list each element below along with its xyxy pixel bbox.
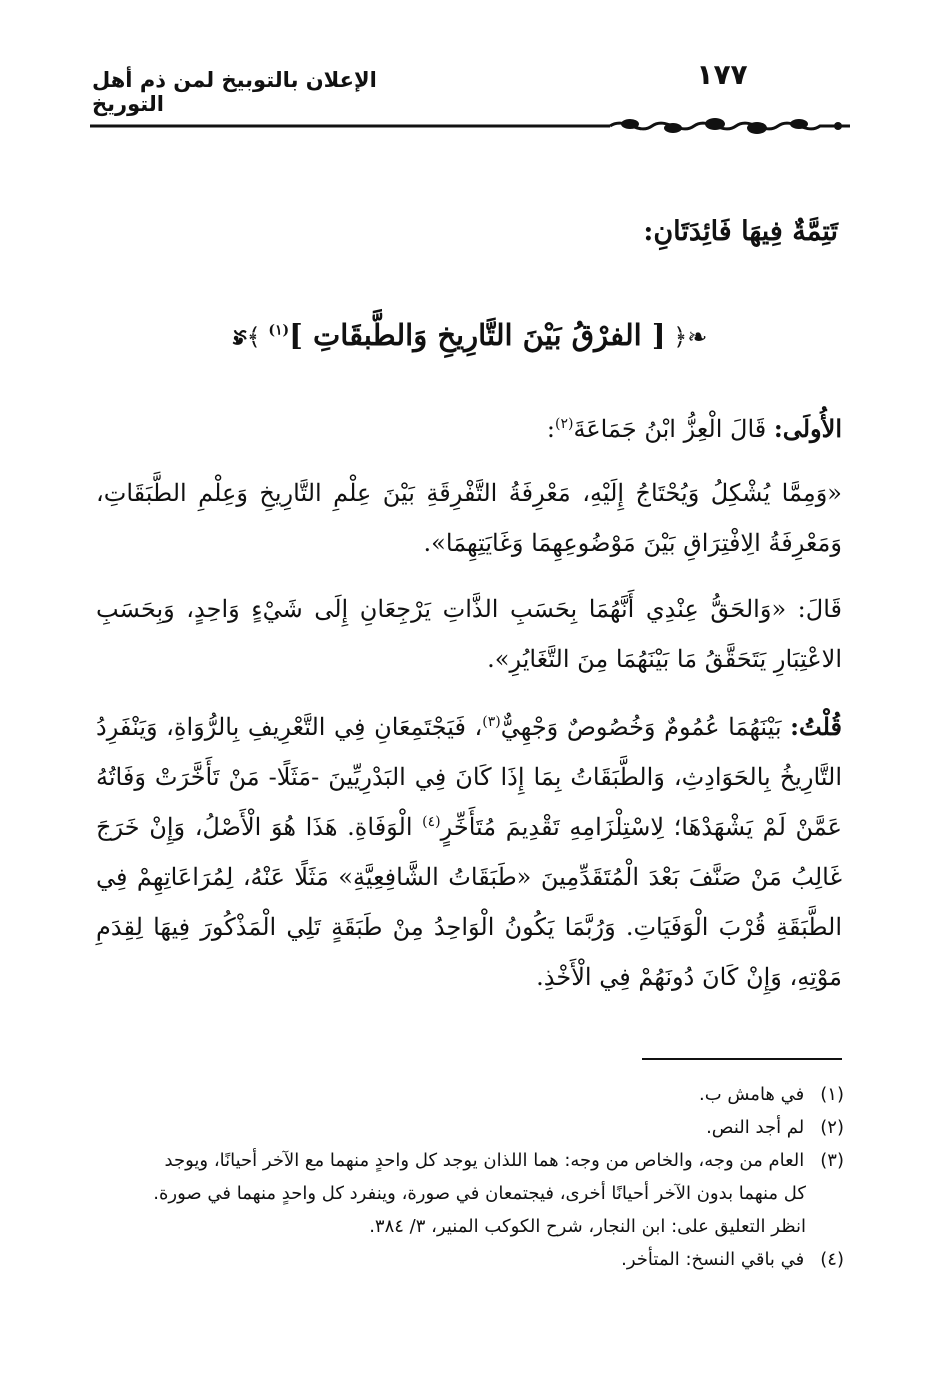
header-ornament-rule xyxy=(90,118,850,146)
flourish-icon: ﴾☙ xyxy=(232,323,269,351)
footnote-text: لم أجد النص. xyxy=(706,1117,805,1138)
paragraph-text: قَالَ الْعِزُّ ابْنُ جَمَاعَةَ xyxy=(573,415,767,443)
footnote-separator xyxy=(642,1058,842,1060)
paragraph-main xyxy=(96,702,842,1002)
footnote-number: (١) xyxy=(820,1084,844,1105)
paragraph-lead: الأُولَى: xyxy=(773,414,842,443)
running-title: الإعلان بالتوبيخ لمن ذم أهل التوريخ xyxy=(92,68,377,116)
note-ref: (٣) xyxy=(482,714,501,730)
note-ref: (٢) xyxy=(555,416,574,432)
footnote-continuation: كل منهما بدون الآخر أحيانًا أخرى، فيجتمعان في صورة، وينفرد كل واحدٍ منهما في صورة. xyxy=(153,1183,806,1204)
flourish-icon: ❧﴿ xyxy=(665,323,708,351)
heading-text: [ الفرْقُ بَيْنَ التَّارِيخِ وَالطَّبقَاتِ ] xyxy=(289,318,666,352)
footnote-item xyxy=(96,1144,844,1177)
footnote-number: (٤) xyxy=(820,1249,844,1270)
footnote-item xyxy=(96,1243,844,1276)
page-number: ١٧٧ xyxy=(696,58,748,91)
paragraph-text: بَيْنَهُمَا عُمُومٌ وَخُصُوصٌ وَجْهِيٌّ xyxy=(500,713,782,741)
paragraph-text: ، فَيَجْتَمِعَانِ فِي التَّعْرِيفِ بِالرُّوَاةِ، وَيَنْفَرِدُ التَّارِيخُ بِالحَوَادِثِ، وَالطَّبَقَاتُ بِمَا إِذَا كَانَ فِي البَدْرِيِّينَ -مَثَلًا- مَنْ تَأَخَّرَتْ وَفَاتُهُ عَمَّنْ لَمْ يَشْهَدْهَا؛ لِاسْتِلْزَامِهِ تَقْدِيمَ مُتَأَخِّرٍ xyxy=(96,713,843,841)
paragraph-text: الْوَفَاةِ. هَذَا هُوَ الْأَصْلُ، وَإِنْ خَرَجَ غَالِبُ مَنْ صَنَّفَ بَعْدَ الْمُتَقَدِّمِينَ «طَبَقَاتُ الشَّافِعِيَّةِ» مَثَلًا عَنْهُ، لِمُرَاعَاتِهِمْ فِي الطَّبَقَةِ قُرْبَ الْوَفَيَاتِ. وَرُبَّمَا يَكُونُ الْوَاحِدُ مِنْ طَبَقَةٍ تَلِي الْمَذْكُورَ فِيهَا لِقِدَمِ مَوْتِهِ، وَإِنْ كَانَ دُونَهُمْ فِي الْأَخْذِ. xyxy=(96,813,842,991)
footnote-continuation: انظر التعليق على: ابن النجار، شرح الكوكب المنير، ٣/ ٣٨٤. xyxy=(369,1216,806,1237)
footnote-number: (٢) xyxy=(820,1117,844,1138)
paragraph-tail: : xyxy=(546,415,556,443)
footnote-item xyxy=(96,1111,844,1144)
paragraph-lead: قُلْتُ: xyxy=(790,712,842,741)
paragraph-first xyxy=(96,404,842,454)
footnote-text: في هامش ب. xyxy=(698,1084,805,1105)
section-heading xyxy=(120,318,820,352)
vine-ornament-icon xyxy=(610,118,850,134)
footnote-text: في باقي النسخ: المتأخر. xyxy=(621,1249,805,1270)
footnotes xyxy=(96,1078,844,1276)
paragraph-quote-2: قَالَ: «وَالحَقُّ عِنْدِي أَنَّهُمَا بِحَسَبِ الذَّاتِ يَرْجِعَانِ إِلَى شَيْءٍ وَاحِدٍ، وَبِحَسَبِ الاعْتِبَارِ يَتَحَقَّقُ مَا بَيْنَهُمَا مِنَ التَّغَايُرِ». xyxy=(96,595,842,673)
footnote-item xyxy=(96,1078,844,1111)
footnote-number: (٣) xyxy=(820,1150,844,1171)
intro-line: تَتِمَّةٌ فِيهَا فَائِدَتَانِ: xyxy=(643,216,838,247)
footnote-text: العام من وجه، والخاص من وجه: هما اللذان يوجد كل واحدٍ منهما مع الآخر أحيانًا، ويوجد xyxy=(164,1150,805,1171)
note-ref: (٤) xyxy=(422,814,441,830)
heading-note-ref: (١) xyxy=(268,322,290,339)
paragraph-quote: «وَمِمَّا يُشْكِلُ وَيُحْتَاجُ إِلَيْهِ، مَعْرِفَةُ التَّفْرِقَةِ بَيْنَ عِلْمِ التَّارِيخِ وَعِلْمِ الطَّبَقَاتِ، وَمَعْرِفَةُ الِافْتِرَاقِ بَيْنَ مَوْضُوعِهِمَا وَغَايَتِهِمَا». xyxy=(96,479,842,557)
